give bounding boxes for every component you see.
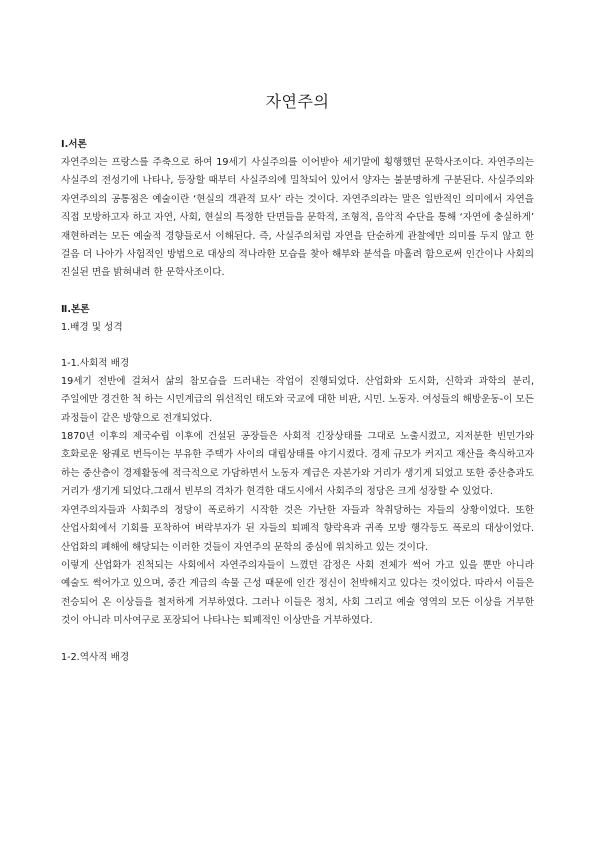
section-heading-body: Ⅱ.본론 bbox=[61, 303, 90, 315]
social-paragraph-1: 19세기 전반에 걸쳐서 삶의 참모습을 드러내는 작업이 진행되었다. 산업화와 도시화, 신학과 과학의 분리, 주일에만 경건한 척 하는 시민계급의 위선적인 태도와 국교에 대한 비판, 시민. 노동자. 여성들의 해방운동-이 모든 과정들이 같은 방향으로 전개되었다. bbox=[61, 375, 534, 424]
intro-paragraph: 자연주의는 프랑스를 주축으로 하여 19세기 사실주의를 이어받아 세기말에 횡행했던 문학사조이다. 자연주의는 사실주의 전성기에 나타나, 등장할 때부터 사실주의에 밀착되어 있어서 양자는 불분명하게 구분된다. 사실주의와 자연주의의 공통점은 예술이란 ‘현실의 객관적 묘사’ 라는 것이다. 자연주의라는 말은 일반적인 의미에서 자연을 직접 모방하고자 하고 자연, 사회, 현실의 특정한 단면들을 문학적, 조형적, 음악적 수단을 통해 ‘자연에 충실하게’ 재현하려는 모든 예술적 경향들로서 이해된다. 즉, 사실주의처럼 자연을 단순하게 관찰에만 의미를 두지 않고 한 걸음 더 나아가 사험적인 방법으로 대상의 적나라한 모습을 찾아 해부와 분석을 마홀려 함으로써 인간이나 사회의 진실된 면을 밝혀내려 한 문학사조이다. bbox=[61, 157, 534, 279]
section-heading-intro: Ⅰ.서론 bbox=[61, 139, 87, 150]
social-paragraph-2: 1870년 이후의 제국수립 이후에 건설된 공장들은 사회적 긴장상태를 그대로 노출시켰고, 지저분한 빈민가와 호화로운 왕궤로 번득이는 부유한 주택가 사이의 대립상태를 야기시켰다. 경제 규모가 커지고 재산을 축식하고자 하는 중산층이 경제활동에 적극적으로 가담하면서 노동자 계급은 자본가와 거리가 생기게 되었고 또한 중산층과도 거리가 생기게 되었다.그래서 빈부의 격차가 현격한 대도시에서 사회주의 정당은 크게 성장할 수 있었다. bbox=[61, 431, 534, 498]
social-paragraph-3: 자연주의자들과 사회주의 정당이 폭로하기 시작한 것은 가난한 자들과 착취당하는 자들의 상황이었다. 또한 산업사회에서 기회를 포착하여 벼락부자가 된 자들의 퇴폐적 향락욕과 귀족 모방 행각등도 폭로의 대상이었다. 산업화의 폐해에 해당되는 이러한 것들이 자연주의 문학의 중심에 위치하고 있는 것이다. bbox=[61, 504, 534, 553]
subsection-heading-historical: 1-2.역사적 배경 bbox=[61, 651, 130, 663]
document-title: 자연주의 bbox=[265, 92, 330, 111]
document-body bbox=[61, 136, 534, 667]
social-paragraph-4: 이렇게 산업화가 진척되는 사회에서 자연주의자들이 느꼈던 감정은 사회 전체가 썩어 가고 있을 뿐만 아니라 예술도 썩어가고 있으며, 중간 계급의 속물 근성 때문에 인간 정신이 천박해지고 있다는 것이었다. 따라서 이들은 전승되어 온 이상들을 철저하게 거부하였다. 그러나 이들은 정치, 사회 그리고 예술 영역의 모든 이상을 거부한 것이 아니라 미사여구로 포장되어 나타나는 퇴폐적인 이상만을 거부하였다. bbox=[61, 559, 534, 627]
subsection-heading-social: 1-1.사회적 배경 bbox=[61, 357, 130, 369]
subsection-heading-background: 1.배경 및 성격 bbox=[61, 321, 123, 333]
